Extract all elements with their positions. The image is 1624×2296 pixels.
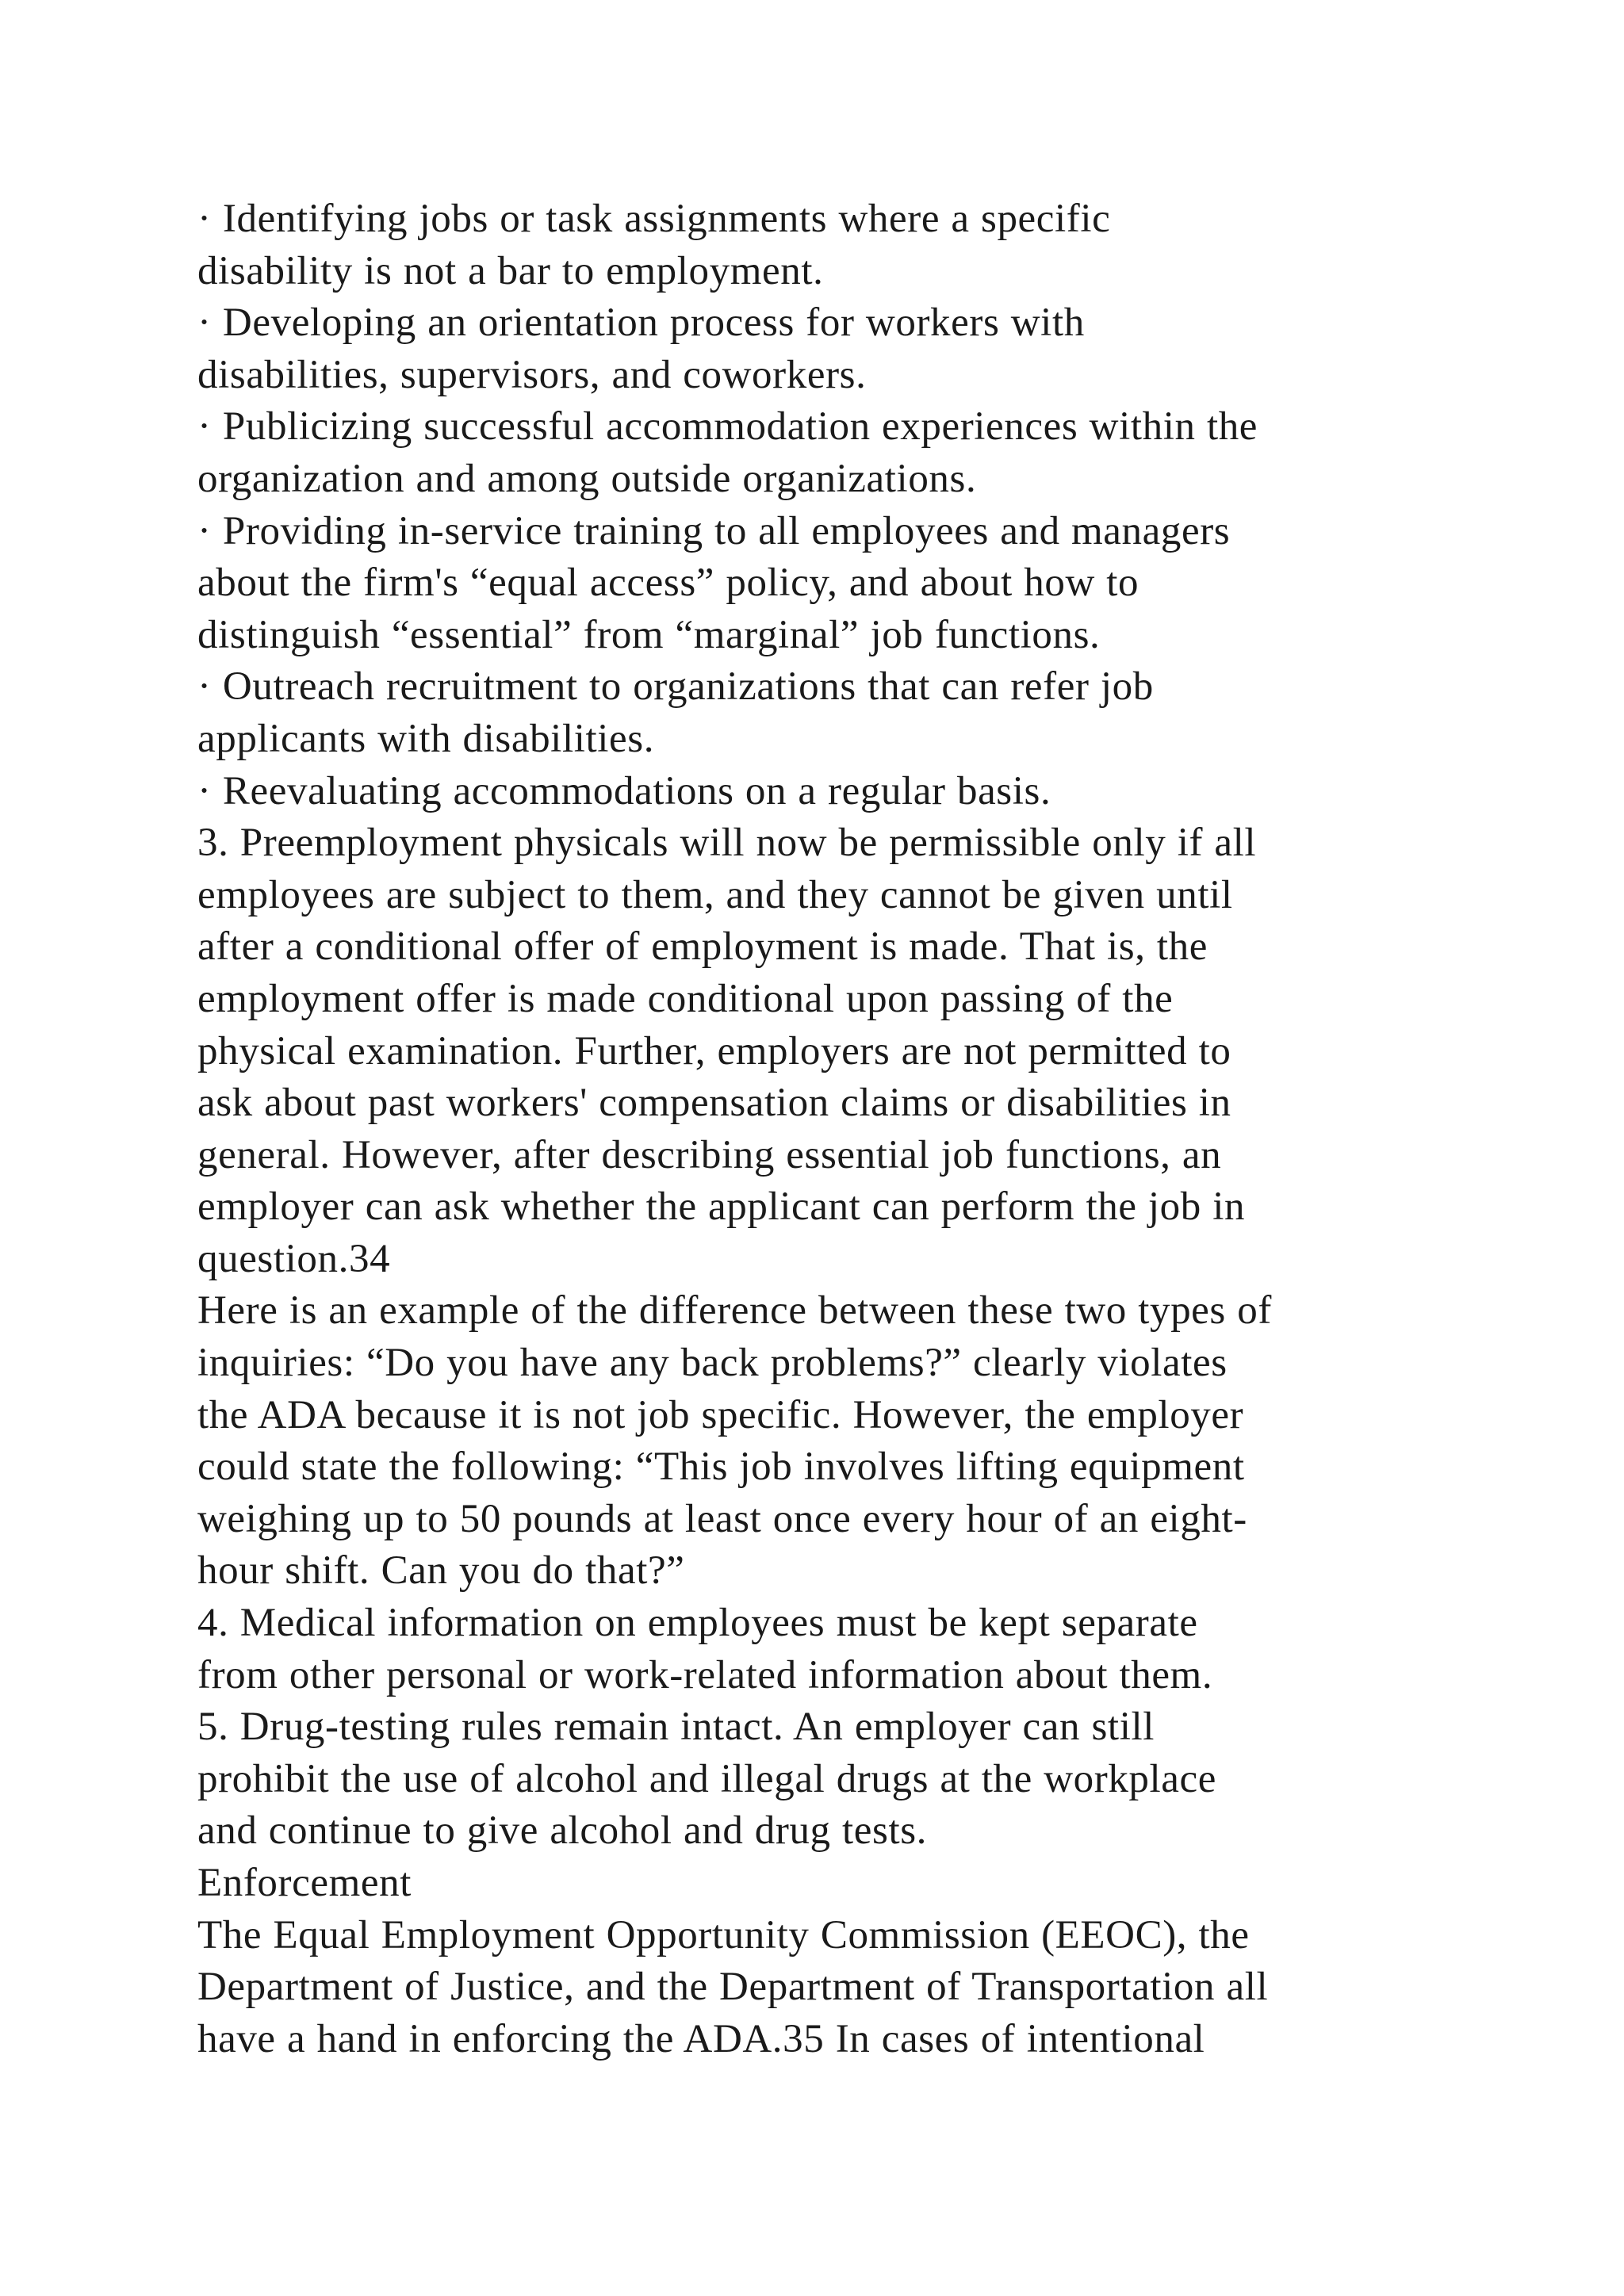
text-line: 3. Preemployment physicals will now be permissible only if all: [197, 821, 1257, 866]
text-line: The Equal Employment Opportunity Commission (EEOC), the: [197, 1912, 1250, 1957]
text-line: Department of Justice, and the Department of Transportation all: [197, 1965, 1269, 2010]
text-line: disability is not a bar to employment.: [197, 248, 824, 293]
text-line: applicants with disabilities.: [197, 716, 655, 761]
text-line: could state the following: “This job involves lifting equipment: [197, 1445, 1245, 1490]
text-line: physical examination. Further, employers are not permitted to: [197, 1028, 1231, 1073]
text-line: the ADA because it is not job specific. However, the employer: [197, 1392, 1244, 1437]
text-line: general. However, after describing essential job functions, an: [197, 1132, 1222, 1177]
text-line: employees are subject to them, and they cannot be given until: [197, 872, 1233, 917]
text-line: employer can ask whether the applicant can perform the job in: [197, 1184, 1246, 1230]
text-line: 4. Medical information on employees must be kept separate: [197, 1601, 1198, 1646]
text-line: · Publicizing successful accommodation experiences within the: [197, 404, 1258, 450]
text-line: after a conditional offer of employment is made. That is, the: [197, 924, 1208, 970]
text-line: from other personal or work-related information about them.: [197, 1652, 1213, 1697]
text-line: inquiries: “Do you have any back problems?” clearly violates: [197, 1341, 1228, 1386]
text-line: employment offer is made conditional upon passing of the: [197, 976, 1174, 1021]
text-line: Here is an example of the difference between these two types of: [197, 1288, 1272, 1334]
text-line: · Providing in-service training to all employees and managers: [197, 508, 1231, 553]
document-body: [197, 193, 1561, 2065]
text-line: weighing up to 50 pounds at least once every hour of an eight-: [197, 1496, 1247, 1541]
text-line: prohibit the use of alcohol and illegal drugs at the workplace: [197, 1756, 1216, 1801]
text-line: · Outreach recruitment to organizations that can refer job: [197, 664, 1154, 710]
text-line: 5. Drug-testing rules remain intact. An employer can still: [197, 1705, 1155, 1750]
text-line: have a hand in enforcing the ADA.35 In cases of intentional: [197, 2016, 1205, 2061]
text-line: · Developing an orientation process for workers with: [197, 300, 1085, 346]
text-line: · Identifying jobs or task assignments where a specific: [197, 197, 1111, 241]
text-line: about the firm's “equal access” policy, and about how to: [197, 561, 1139, 606]
text-line: ask about past workers' compensation claims or disabilities in: [197, 1081, 1231, 1126]
section-heading: Enforcement: [197, 1861, 412, 1905]
text-line: disabilities, supervisors, and coworkers.: [197, 352, 867, 397]
text-line: question.34: [197, 1236, 391, 1281]
text-line: distinguish “essential” from “marginal” job functions.: [197, 612, 1101, 657]
text-line: and continue to give alcohol and drug tests.: [197, 1808, 928, 1854]
text-line: organization and among outside organizations.: [197, 456, 977, 501]
text-line: · Reevaluating accommodations on a regular basis.: [197, 768, 1051, 813]
text-line: hour shift. Can you do that?”: [197, 1548, 685, 1594]
